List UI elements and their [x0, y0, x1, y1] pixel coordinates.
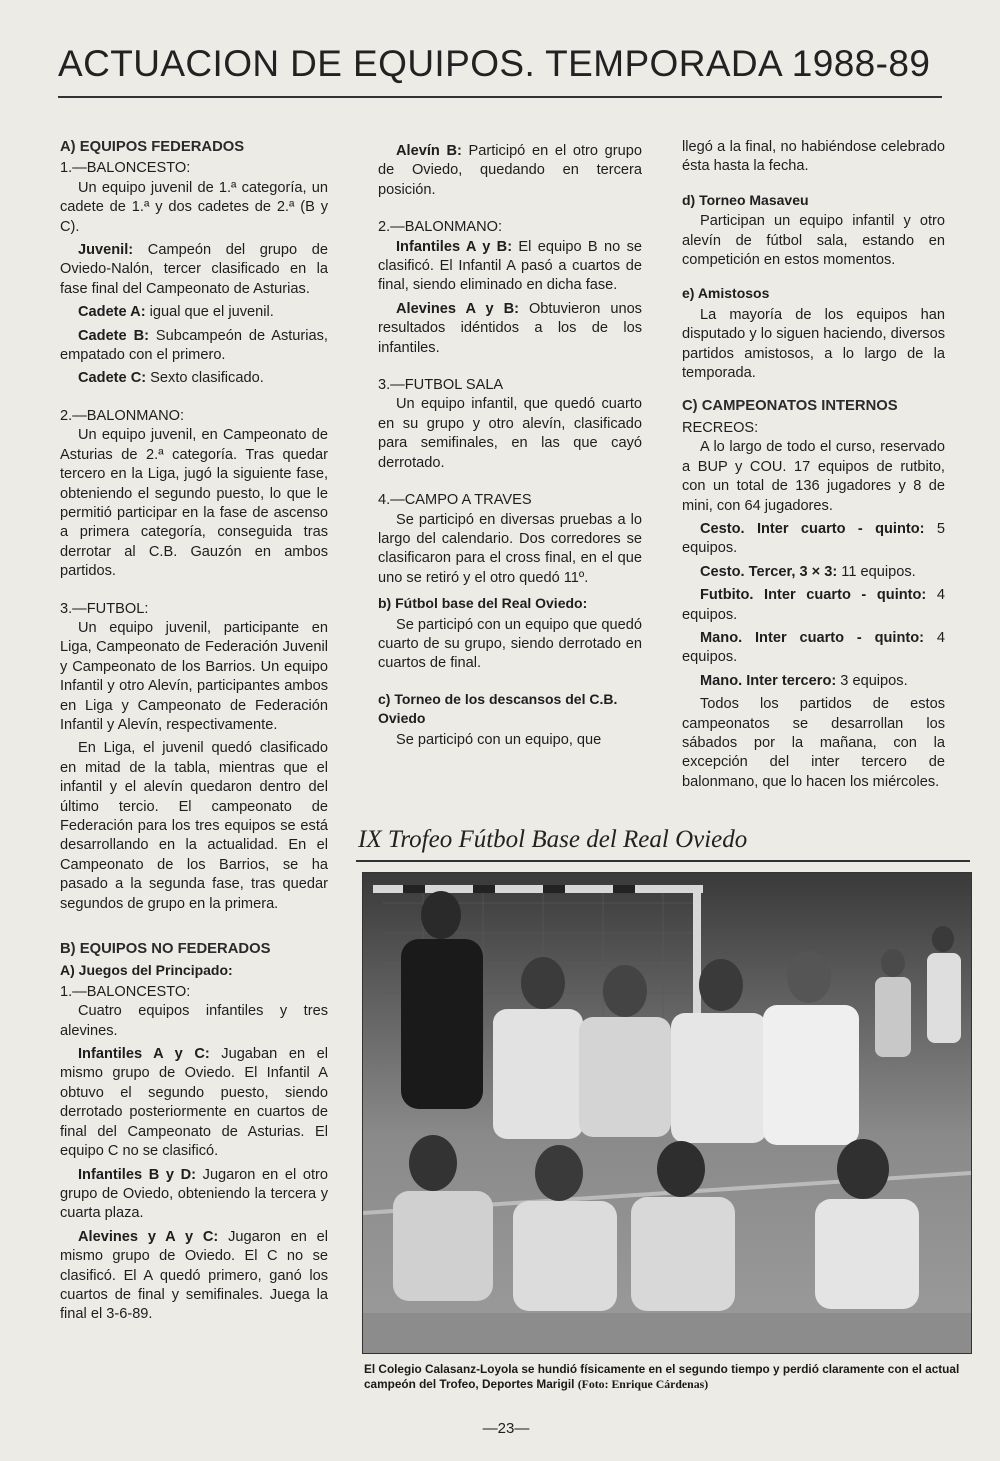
subheading-recreos: RECREOS: [682, 419, 759, 436]
subheading-torneo-descansos: c) Torneo de los descansos del C.B. Oviedo [378, 690, 618, 727]
text-cesto-tercer: 11 equipos. [837, 563, 916, 580]
label-juvenil: Juvenil: [78, 242, 134, 259]
section-heading-federados: A) EQUIPOS FEDERADOS [60, 139, 245, 155]
caption-text: El Colegio Calasanz-Loyola se hundió físicamente en el segundo tiempo y perdió claramente con el actual campeón del Trofeo, Deportes Marigil [364, 1362, 960, 1391]
paragraph-b-baloncesto-intro: Cuatro equipos infantiles y tres alevines. [60, 1003, 328, 1039]
label-alevines-ac: Alevines y A y C: [78, 1228, 219, 1245]
subheading-b-baloncesto: 1.—BALONCESTO: [60, 983, 191, 1000]
paragraph-campo-a-traves: Se participó en diversas pruebas a lo largo del calendario. Dos corredores se clasificaron para el cross final, en el que uno se retiró y el otro quedó 11º. [378, 511, 642, 586]
photo-caption [364, 1362, 970, 1392]
paragraph-infantiles-ab [378, 238, 642, 296]
label-cesto-inter-cuarto: Cesto. Inter cuarto - quinto: [700, 520, 925, 537]
label-alevines-ab: Alevines A y B: [396, 300, 519, 317]
paragraph-closing: Todos los partidos de estos campeonatos se desarrollan los sábados por la mañana, con la excepción del inter tercero de balonmano, que lo hacen los miércoles. [682, 696, 945, 790]
subheading-futbol-sala: 3.—FUTBOL SALA [378, 377, 504, 394]
page-number: —23— [482, 1420, 530, 1437]
paragraph-infantiles-bd [60, 1166, 328, 1224]
subheading-balonmano-2: 2.—BALONMANO: [378, 219, 503, 236]
text-futbito: 4 equipos. [682, 587, 946, 623]
paragraph-torneo-descansos: Se participó con un equipo, que [396, 731, 602, 748]
paragraph-torneo-masaveu: Participan un equipo infantil y otro alevín de fútbol sala, estando en competición en estos momentos. [682, 213, 945, 269]
subheading-torneo-masaveu: d) Torneo Masaveu [682, 191, 809, 208]
paragraph-alevines-ac [60, 1228, 328, 1325]
text-cadete-c: Sexto clasificado. [146, 370, 264, 387]
paragraph-futbol-1: Un equipo juvenil, participante en Liga, Campeonato de Federación Juvenil y Campeonato de los Barrios. Un equipo Infantil y otro Alevín, participantes ambos en Liga y Campeonato de Federación Infantil y Alevín, respectivamente. [60, 619, 328, 733]
subheading-campo-a-traves: 4.—CAMPO A TRAVES [378, 492, 532, 509]
label-infantiles-ab: Infantiles A y B: [396, 238, 513, 255]
photo-headline-rule [356, 860, 970, 862]
label-futbito: Futbito. Inter cuarto - quinto: [700, 587, 927, 604]
paragraph-alevines-ab [378, 300, 642, 358]
label-cesto-tercer: Cesto. Tercer, 3 × 3: [700, 563, 838, 580]
text-mano-inter-cuarto: 4 equipos. [682, 629, 945, 666]
section-heading-campeonatos: C) CAMPEONATOS INTERNOS [682, 398, 898, 415]
label-mano-inter-tercero: Mano. Inter tercero: [700, 672, 837, 689]
paragraph-recreos: A lo largo de todo el curso, reservado a BUP y COU. 17 equipos de rutbito, con un total de 136 jugadores y 8 de mini, con 64 jugadores. [682, 439, 945, 514]
subheading-futbol: 3.—FUTBOL: [60, 600, 149, 617]
text-mano-inter-tercero: 3 equipos. [836, 672, 908, 689]
text-alevines-ab: Obtuvieron unos resultados idéntidos a los de los infantiles. [378, 300, 642, 356]
subheading-futbol-base: b) Fútbol base del Real Oviedo: [378, 595, 588, 612]
text-cadete-b: Subcampeón de Asturias, empatado con el primero. [60, 327, 328, 364]
text-infantiles-ab: El equipo B no se clasificó. El Infantil A pasó a cuartos de final, siendo eliminado en dicha fase. [378, 238, 642, 294]
text-cesto-inter-cuarto: 5 equipos. [682, 520, 945, 557]
text-cadete-a: igual que el juvenil. [145, 304, 274, 321]
paragraph-juvenil [60, 241, 328, 299]
subheading-juegos-principado: A) Juegos del Principado: [60, 962, 233, 979]
text-juvenil: Campeón del grupo de Oviedo-Nalón, tercer clasificado en la fase final del Campeonato de Asturias. [60, 242, 328, 297]
page-title: ACTUACION DE EQUIPOS. TEMPORADA 1988-89 [58, 43, 931, 84]
text-infantiles-bd: Jugaron en el otro grupo de Oviedo, obteniendo la tercera y cuarta plaza. [60, 1166, 329, 1222]
label-infantiles-bd: Infantiles B y D: [78, 1166, 197, 1183]
paragraph-continuation: llegó a la final, no habiéndose celebrado ésta hasta la fecha. [682, 139, 945, 175]
section-heading-no-federados: B) EQUIPOS NO FEDERADOS [60, 941, 271, 958]
paragraph-cadete-b [60, 327, 328, 366]
column-1 [60, 138, 328, 1329]
paragraph-alevin-b [378, 142, 642, 200]
paragraph-infantiles-ac [60, 1045, 328, 1161]
column-2 [378, 142, 642, 754]
paragraph-mano-inter-tercero [682, 672, 945, 691]
paragraph-balonmano: Un equipo juvenil, en Campeonato de Asturias de 2.ª categoría. Tras quedar tercero en la Liga, jugó la siguiente fase, obteniendo el segundo puesto, lo que le permitió participar en la fase de ascenso a primera categoría, conseguida tras derrotar al C.B. Gauzón en ambos partidos. [60, 427, 328, 580]
paragraph-amistosos: La mayoría de los equipos han disputado y lo siguen haciendo, diversos partidos amistosos, a lo largo de la temporada. [682, 306, 945, 382]
subheading-amistosos: e) Amistosos [682, 285, 770, 302]
text-infantiles-ac: Jugaban en el mismo grupo de Oviedo. El Infantil A obtuvo el segundo puesto, siendo derrotado posteriormente en cuartos de final del Campeonato de Asturias. El equipo C no se clasificó. [60, 1046, 328, 1160]
label-cadete-c: Cadete C: [78, 370, 147, 387]
text-alevin-b: Participó en el otro grupo de Oviedo, quedando en tercera posición. [378, 143, 642, 198]
paragraph-cadete-c [60, 369, 328, 388]
paragraph-cadete-a [60, 303, 328, 322]
team-photo [362, 872, 972, 1354]
paragraph-cesto-tercer [682, 563, 945, 582]
paragraph-futbol-base: Se participó con un equipo que quedó cuarto de su grupo, siendo derrotado en cuartos de final. [378, 616, 642, 672]
label-mano-inter-cuarto: Mano. Inter cuarto - quinto: [700, 629, 925, 646]
title-rule [58, 96, 942, 98]
photo-headline: IX Trofeo Fútbol Base del Real Oviedo [358, 826, 748, 853]
paragraph-mano-inter-cuarto [682, 629, 945, 668]
label-cadete-a: Cadete A: [78, 304, 146, 321]
column-3 [682, 138, 945, 796]
paragraph-futbol-2: En Liga, el juvenil quedó clasificado en mitad de la tabla, mientras que el infantil y el alevín quedaron dentro del último tercio. El campeonato de Federación para los tres equipos se está desarrollando en la actualidad. En el Campeonato de los Barrios, se ha pasado a la segunda fase, tras quedar segundos de grupo en la primera. [60, 740, 328, 912]
subheading-baloncesto: 1.—BALONCESTO: [60, 160, 191, 177]
subheading-balonmano: 2.—BALONMANO: [60, 407, 185, 424]
paragraph-cesto-inter-cuarto [682, 520, 945, 559]
photo-credit: (Foto: Enrique Cárdenas) [577, 1377, 709, 1391]
text-alevines-ac: Jugaron en el mismo grupo de Oviedo. El C no se clasificó. El A quedó primero, ganó los cuartos de final y semifinales. Juega la final el 3-6-89. [60, 1228, 328, 1323]
label-infantiles-ac: Infantiles A y C: [78, 1046, 210, 1063]
paragraph-futbito [682, 586, 945, 625]
label-alevin-b: Alevín B: [396, 143, 462, 159]
paragraph-futbol-sala: Un equipo infantil, que quedó cuarto en su grupo y otro alevín, clasificado para semifinales, en las que cayó derrotado. [378, 396, 642, 471]
label-cadete-b: Cadete B: [78, 327, 149, 344]
paragraph-baloncesto-intro: Un equipo juvenil de 1.ª categoría, un cadete de 1.ª y dos cadetes de 2.ª (B y C). [60, 179, 328, 235]
